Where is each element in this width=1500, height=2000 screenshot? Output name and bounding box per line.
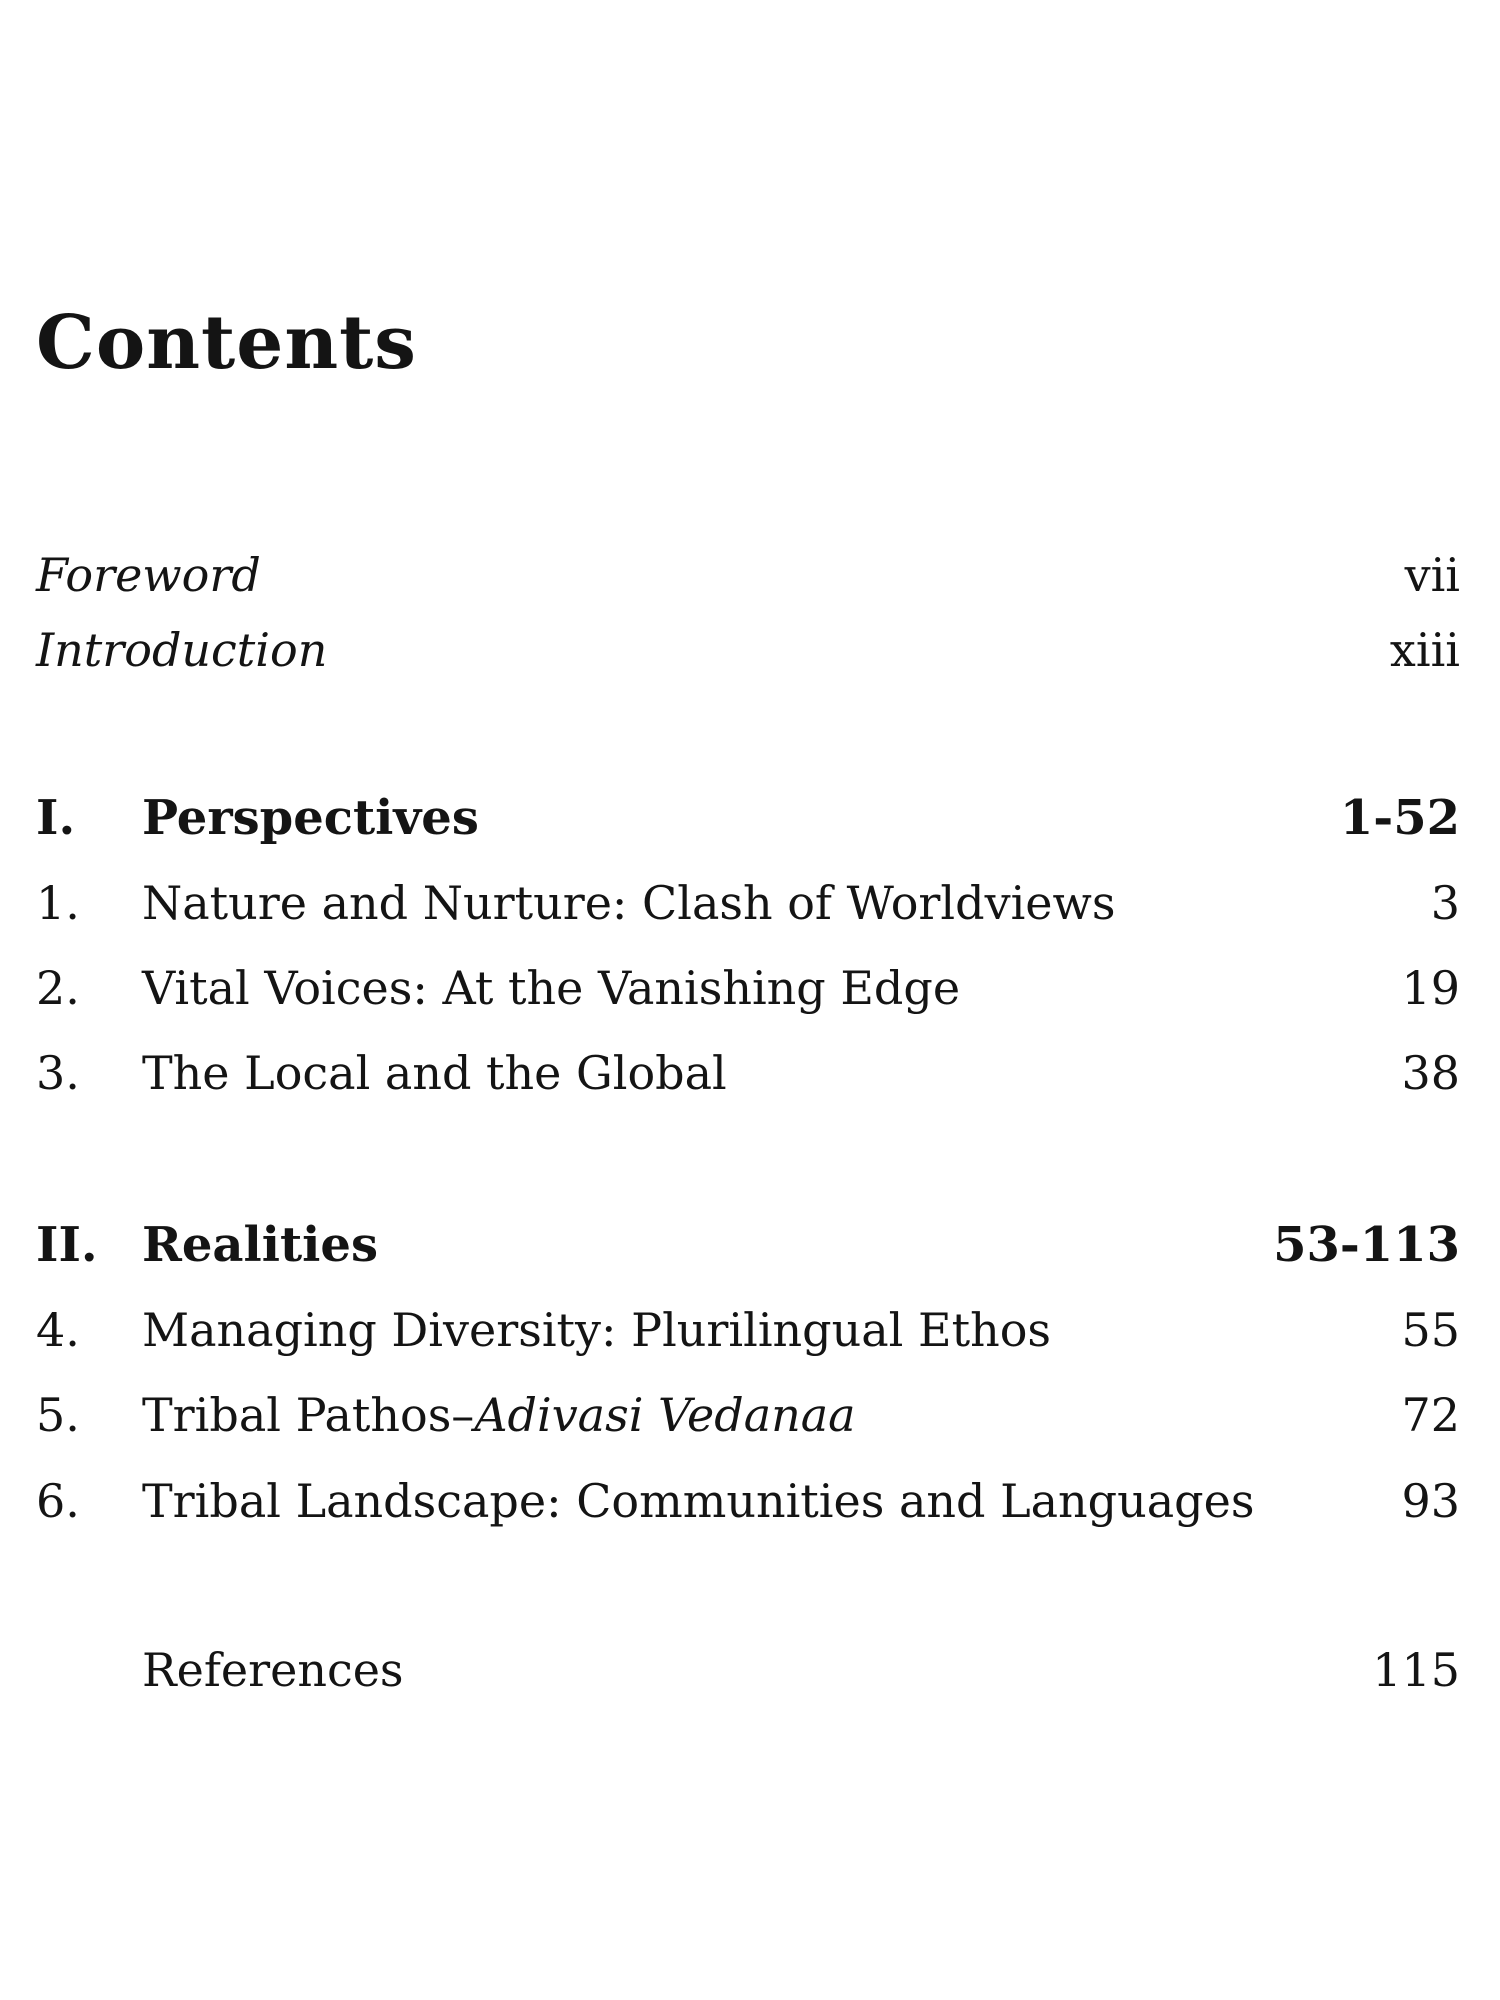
toc-chapter-4[interactable]	[36, 1303, 1460, 1373]
chapter-page: 19	[1401, 961, 1460, 1015]
toc-chapter-5[interactable]	[36, 1388, 1460, 1458]
toc-chapter-2[interactable]	[36, 961, 1460, 1031]
page-title: Contents	[36, 300, 417, 386]
toc-chapter-6[interactable]	[36, 1474, 1460, 1544]
toc-part-realities[interactable]	[36, 1217, 1460, 1287]
part-numeral: I.	[36, 790, 76, 846]
chapter-title-plain: Tribal Pathos–	[142, 1388, 475, 1442]
toc-chapter-1[interactable]	[36, 876, 1460, 946]
chapter-title: Nature and Nurture: Clash of Worldviews	[142, 876, 1116, 930]
part-title: Realities	[142, 1217, 378, 1273]
chapter-title-italic: Adivasi Vedanaa	[474, 1388, 856, 1442]
toc-entry-page: vii	[1404, 548, 1460, 602]
chapter-title: Tribal Landscape: Communities and Languages	[142, 1474, 1255, 1528]
chapter-number: 3.	[36, 1046, 80, 1100]
chapter-page: 3	[1430, 876, 1460, 930]
toc-entry-references[interactable]	[36, 1643, 1460, 1713]
toc-entry-label: Introduction	[36, 623, 328, 677]
chapter-page: 72	[1401, 1388, 1460, 1442]
toc-entry-page: 115	[1372, 1643, 1460, 1697]
toc-part-perspectives[interactable]	[36, 790, 1460, 860]
chapter-page: 38	[1401, 1046, 1460, 1100]
toc-entry-foreword[interactable]	[36, 548, 1460, 618]
part-page-range: 1-52	[1339, 790, 1460, 846]
chapter-title	[142, 1388, 1401, 1442]
chapter-page: 93	[1401, 1474, 1460, 1528]
chapter-number: 1.	[36, 876, 80, 930]
chapter-page: 55	[1401, 1303, 1460, 1357]
toc-entry-page: xiii	[1389, 623, 1460, 677]
part-numeral: II.	[36, 1217, 98, 1273]
part-title: Perspectives	[142, 790, 479, 846]
toc-entry-introduction[interactable]	[36, 623, 1460, 693]
chapter-title: The Local and the Global	[142, 1046, 727, 1100]
chapter-title: Vital Voices: At the Vanishing Edge	[142, 961, 961, 1015]
chapter-number: 4.	[36, 1303, 80, 1357]
chapter-number: 6.	[36, 1474, 80, 1528]
chapter-title: Managing Diversity: Plurilingual Ethos	[142, 1303, 1051, 1357]
toc-entry-label: References	[142, 1643, 404, 1697]
chapter-number: 5.	[36, 1388, 80, 1442]
part-page-range: 53-113	[1273, 1217, 1460, 1273]
chapter-number: 2.	[36, 961, 80, 1015]
toc-chapter-3[interactable]	[36, 1046, 1460, 1116]
toc-entry-label: Foreword	[36, 548, 261, 602]
